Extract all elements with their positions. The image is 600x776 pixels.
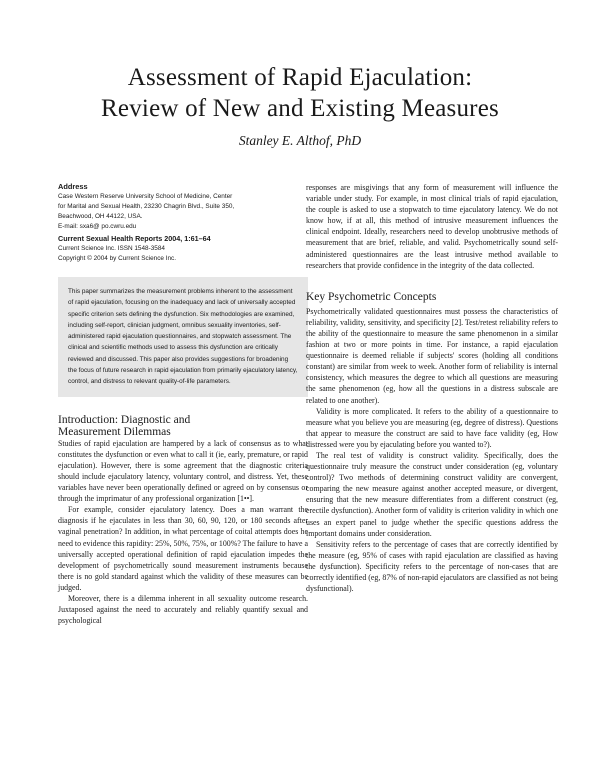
title-line-2: Review of New and Existing Measures bbox=[101, 95, 499, 122]
address-line: for Marital and Sexual Health, 23230 Chagrin Blvd., Suite 350, bbox=[58, 203, 235, 210]
intro-heading bbox=[58, 414, 308, 438]
publisher-issn: Current Science Inc. ISSN 1548-3584 bbox=[58, 245, 165, 252]
article-title bbox=[0, 62, 600, 124]
paragraph: responses are misgivings that any form of measurement will influence the variable under study. For example, in most clinical trials of rapid ejaculation, the couple is asked to use a stopwatch to time ejaculatory latency. We do not know how, if at all, this method of intrusive measurement influences the clinical endpoint. Ideally, researchers need to develop unobtrusive methods of measurement that are brief, reliable, and valid. Psychometrically sound self-administered questionnaires are the least intrusive method available to researchers that provide confidence in the integrity of the data collected. bbox=[306, 183, 558, 270]
paragraph: Psychometrically validated questionnaires must possess the characteristics of reliability, validity, sensitivity, and specificity [2]. Test/retest reliability refers to the ability of the questionnaire to measure the same phenomenon in a similar fashion at two or more points in time. For instance, a rapid ejaculation questionnaire is deemed reliable if subjects' scores (holding all conditions constant) are similar from week to week. Another form of reliability is internal consistency, which measures the degree to which all questions are measuring the same phenomenon (eg, how all the questions in a distress subscale are related to one another). bbox=[306, 306, 558, 405]
intro-body bbox=[58, 438, 308, 627]
paragraph: For example, consider ejaculatory latency. Does a man warrant the diagnosis if he ejaculates in less than 30, 60, 90, 120, or 180 seconds after vaginal penetration? In addition, in what percentage of coital attempts does he need to evidence this rapidity: 25%, 50%, 75%, or 100%? The failure to have a universally accepted operational definition of rapid ejaculation impedes the development of psychometrically sound measurement instruments because there is no gold standard against which the validity of these measures can be judged. bbox=[58, 505, 308, 592]
address-line: Beachwood, OH 44122, USA. bbox=[58, 213, 143, 220]
intro-section bbox=[58, 414, 308, 627]
paragraph: Validity is more complicated. It refers to the ability of a questionnaire to measure what you believe you are measuring (eg, degree of distress). Questions that appear to measure the construct are said to have face validity (eg, How distressed were you by ejaculating before you wanted to?). bbox=[306, 406, 558, 449]
paragraph: Moreover, there is a dilemma inherent in all sexuality outcome research. Juxtaposed against the need to accurately and reliably quantify sexual and psychological bbox=[58, 593, 308, 626]
left-column bbox=[58, 182, 308, 626]
intro-heading-line-2: Measurement Dilemmas bbox=[58, 425, 171, 438]
right-column bbox=[306, 182, 558, 594]
key-concepts-body bbox=[306, 306, 558, 594]
address-heading: Address bbox=[58, 182, 88, 191]
email-address: E-mail: sxa6@ po.cwru.edu bbox=[58, 223, 137, 230]
title-block bbox=[0, 62, 600, 149]
paragraph: Sensitivity refers to the percentage of cases that are correctly identified by the measure (eg, 95% of cases with rapid ejaculation are classified as having the dysfunction). Specificity refers to the percentage of non-cases that are correctly identified (eg, 87% of non-rapid ejaculators are classified as not being dysfunctional). bbox=[306, 539, 558, 594]
article-metadata bbox=[58, 182, 308, 264]
journal-citation: Current Sexual Health Reports 2004, 1:61–64 bbox=[58, 234, 211, 243]
key-concepts-section bbox=[306, 291, 558, 594]
title-line-1: Assessment of Rapid Ejaculation: bbox=[127, 64, 473, 91]
abstract-box: This paper summarizes the measurement problems inherent to the assessment of rapid ejaculation, focusing on the inadequacy and lack of universally accepted specific criterion sets defining the dysfunction. Six methodologies are examined, including self-report, clinician judgment, omnibus sexuality inventories, self-administered rapid ejaculation questionnaires, and stopwatch assessment. The clinical and scientific methods used to assess this dysfunction are critically reviewed and discussed. This paper also provides suggestions for broadening the focus of future research in rapid ejaculation from primarily ejaculatory latency, control, and distress to relevant quality-of-life parameters. bbox=[58, 277, 308, 397]
intro-heading-line-1: Introduction: Diagnostic and bbox=[58, 413, 191, 426]
continued-paragraph bbox=[306, 182, 558, 271]
address-line: Case Western Reserve University School of Medicine, Center bbox=[58, 193, 233, 200]
paragraph: Studies of rapid ejaculation are hampered by a lack of consensus as to what constitutes the dysfunction or even what to call it (ie, early, premature, or rapid ejaculation). However, there is some agreement that the diagnostic criteria should include ejaculatory latency, voluntary control, and distress. Yet, these variables have never been operationally defined or agreed on by consensus or through the imprimatur of any professional organization [1••]. bbox=[58, 438, 308, 504]
author-name: Stanley E. Althof, PhD bbox=[238, 133, 362, 148]
key-concepts-heading: Key Psychometric Concepts bbox=[306, 290, 437, 303]
copyright-notice: Copyright © 2004 by Current Science Inc. bbox=[58, 255, 177, 262]
paragraph: The real test of validity is construct validity. Specifically, does the questionnaire truly measure the construct under consideration (eg, voluntary control)? Two methods of determining construct validity are convergent, comparing the new measure against another accepted measure, or divergent, ensuring that the new measure differentiates from a different construct (eg, erectile dysfunction). Another form of validity is criterion validity in which one uses an expert panel to judge whether the specific questions address the important domains under consideration. bbox=[306, 450, 558, 538]
